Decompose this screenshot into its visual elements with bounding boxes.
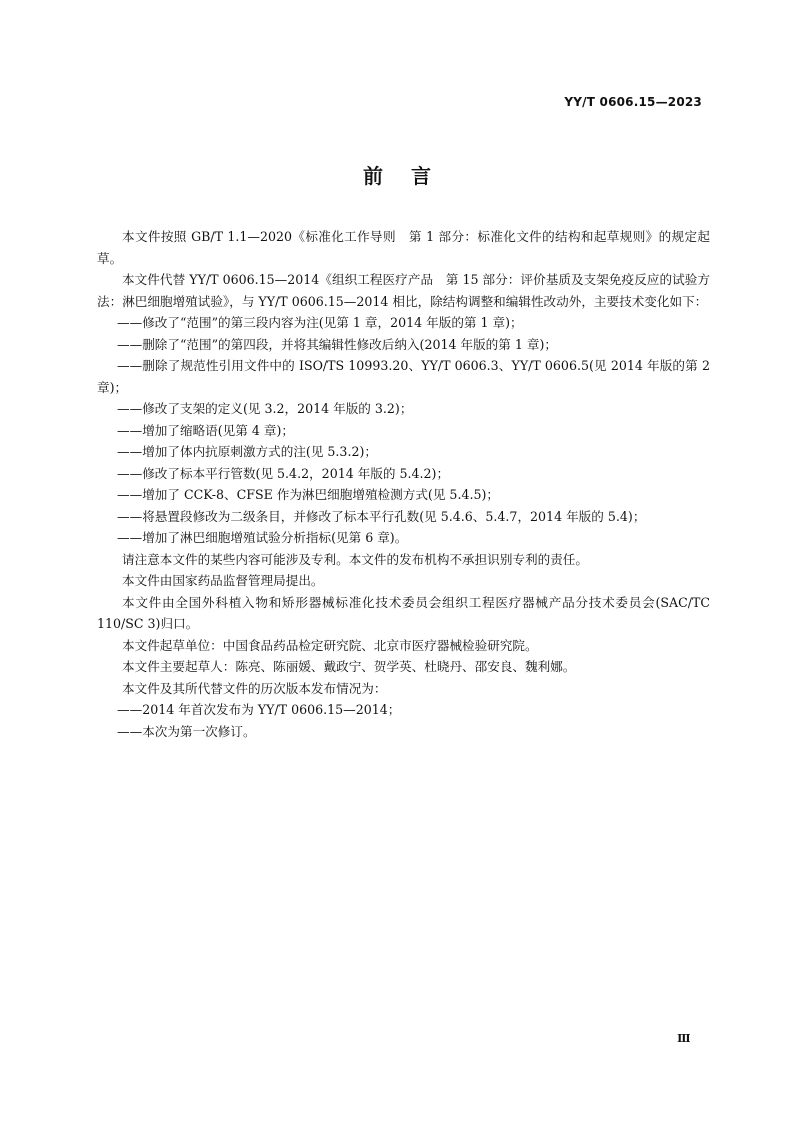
paragraph: 本文件起草单位：中国食品药品检定研究院、北京市医疗器械检验研究院。 (122, 637, 538, 653)
page-number: Ⅲ (677, 1032, 691, 1045)
page-title: 前言 (363, 164, 459, 188)
history-item: ——2014 年首次发布为 YY/T 0606.15—2014； (117, 702, 401, 717)
paragraph: 本文件主要起草人：陈亮、陈丽媛、戴政宁、贺学英、杜晓丹、邵安良、魏利娜。 (122, 659, 576, 674)
change-item: ——删除了规范性引用文件中的 ISO/TS 10993.20、YY/T 0606.3、YY/T 0606.5(见 2014 年版的第 2 章)； (97, 358, 710, 395)
paragraph: 本文件及其所代替文件的历次版本发布情况为： (122, 680, 387, 696)
change-item: ——删除了“范围”的第四段，并将其编辑性修改后纳入(2014 年版的第 1 章)； (117, 336, 557, 352)
foreword-body (97, 226, 710, 742)
change-item: ——修改了“范围”的第三段内容为注(见第 1 章，2014 年版的第 1 章)； (117, 315, 523, 330)
change-item: ——修改了标本平行管数(见 5.4.2，2014 年版的 5.4.2)； (117, 465, 450, 481)
paragraph: 本文件由国家药品监督管理局提出。 (122, 573, 324, 588)
change-item: ——增加了淋巴细胞增殖试验分析指标(见第 6 章)。 (117, 530, 408, 545)
change-item: ——增加了缩略语(见第 4 章)； (117, 422, 294, 438)
paragraph: 本文件由全国外科植入物和矫形器械标准化技术委员会组织工程医疗器械产品分技术委员会(SAC/TC 110/SC 3)归口。 (97, 594, 710, 631)
change-item: ——将悬置段修改为二级条目，并修改了标本平行孔数(见 5.4.6、5.4.7，2014 年版的 5.4)； (117, 508, 646, 524)
change-item: ——修改了支架的定义(见 3.2，2014 年版的 3.2)； (117, 401, 413, 416)
paragraph: 请注意本文件的某些内容可能涉及专利。本文件的发布机构不承担识别专利的责任。 (122, 551, 588, 567)
change-item: ——增加了体内抗原刺激方式的注(见 5.3.2)； (117, 444, 377, 459)
paragraph: 本文件代替 YY/T 0606.15—2014《组织工程医疗产品 第 15 部分：评价基质及支架免疫反应的试验方法：淋巴细胞增殖试验》，与 YY/T 0606.15—2014 相比，除结构调整和编辑性改动外，主要技术变化如下： (97, 272, 710, 309)
history-item: ——本次为第一次修订。 (117, 723, 256, 739)
paragraph: 本文件按照 GB/T 1.1—2020《标准化工作导则 第 1 部分：标准化文件的结构和起草规则》的规定起草。 (97, 229, 710, 266)
standard-number: YY/T 0606.15—2023 (564, 95, 702, 109)
change-item: ——增加了 CCK-8、CFSE 作为淋巴细胞增殖检测方式(见 5.4.5)； (117, 487, 499, 502)
